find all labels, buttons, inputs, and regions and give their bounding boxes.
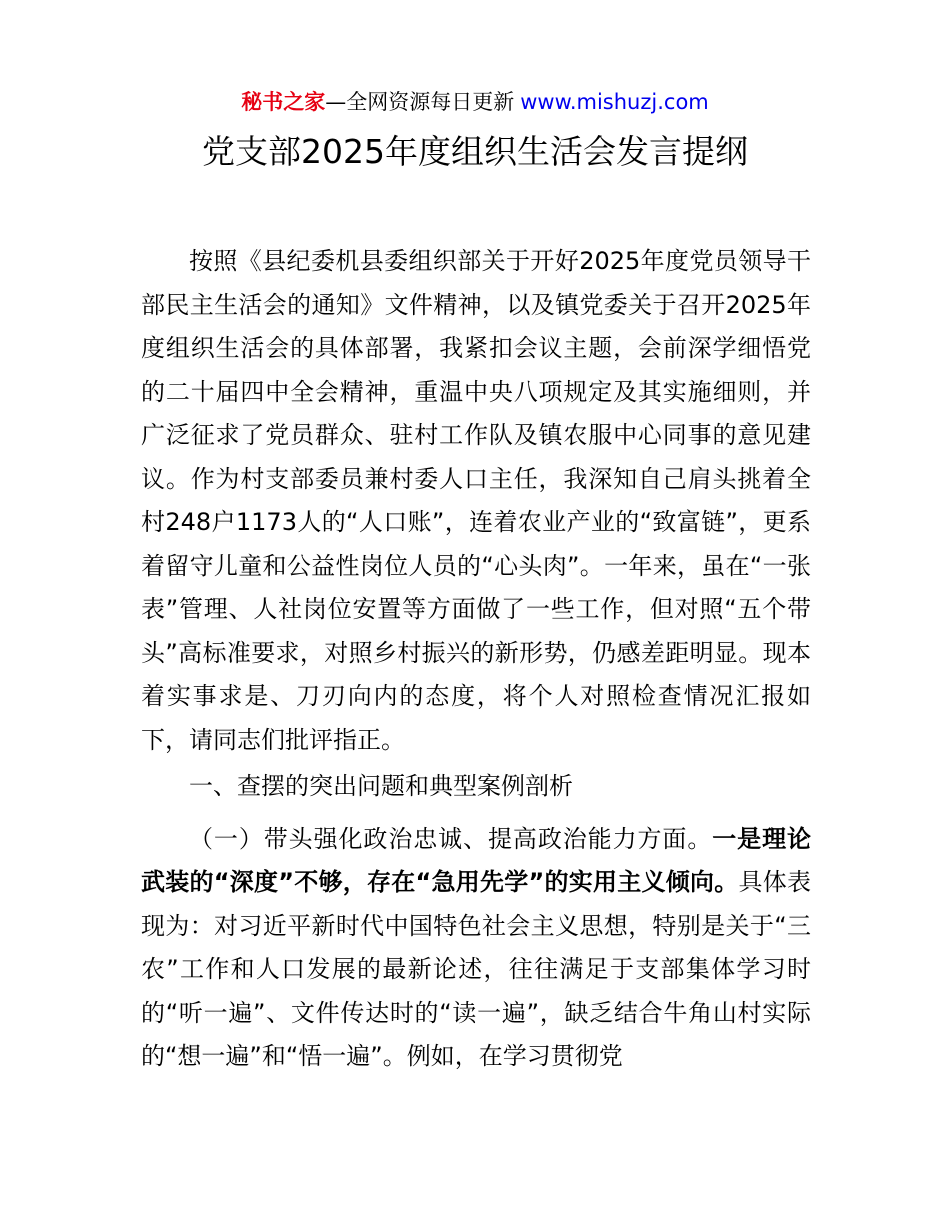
- document-body: [141, 240, 811, 1079]
- site-header: [0, 86, 950, 118]
- site-brand: 秘书之家: [241, 90, 326, 114]
- subsection-body: 具体表现为：对习近平新时代中国特色社会主义思想，特别是关于“三农”工作和人口发展的最新论述，往往满足于支部集体学习时的“听一遍”、文件传达时的“读一遍”，缺乏结合牛角山村实际的“想一遍”和“悟一遍”。例如，在学习贯彻党: [141, 868, 812, 1070]
- section-heading: 一、查摆的突出问题和典型案例剖析: [189, 772, 573, 800]
- site-tagline: —全网资源每日更新: [325, 90, 515, 114]
- site-url-link[interactable]: www.mishuzj.com: [520, 90, 709, 114]
- subsection-lead: （一）带头强化政治忠诚、提高政治能力方面。: [189, 824, 713, 853]
- intro-paragraph: 按照《县纪委机县委组织部关于开好2025年度党员领导干部民主生活会的通知》文件精神，以及镇党委关于召开2025年度组织生活会的具体部署，我紧扣会议主题，会前深学细悟党的二十届四中全会精神，重温中央八项规定及其实施细则，并广泛征求了党员群众、驻村工作队及镇农服中心同事的意见建议。作为村支部委员兼村委人口主任，我深知自己肩头挑着全村248户1173人的“人口账”，连着农业产业的“致富链”，更系着留守儿童和公益性岗位人员的“心头肉”。一年来，虽在“一张表”管理、人社岗位安置等方面做了一些工作，但对照“五个带头”高标准要求，对照乡村振兴的新形势，仍感差距明显。现本着实事求是、刀刃向内的态度，将个人对照检查情况汇报如下，请同志们批评指正。: [141, 247, 811, 754]
- subsection-paragraph: [141, 818, 811, 1079]
- document-title: 党支部2025年度组织生活会发言提纲: [202, 132, 748, 171]
- subsection-bold-point: 一是理论武装的“深度”不够，存在“急用先学”的实用主义倾向。: [141, 824, 811, 896]
